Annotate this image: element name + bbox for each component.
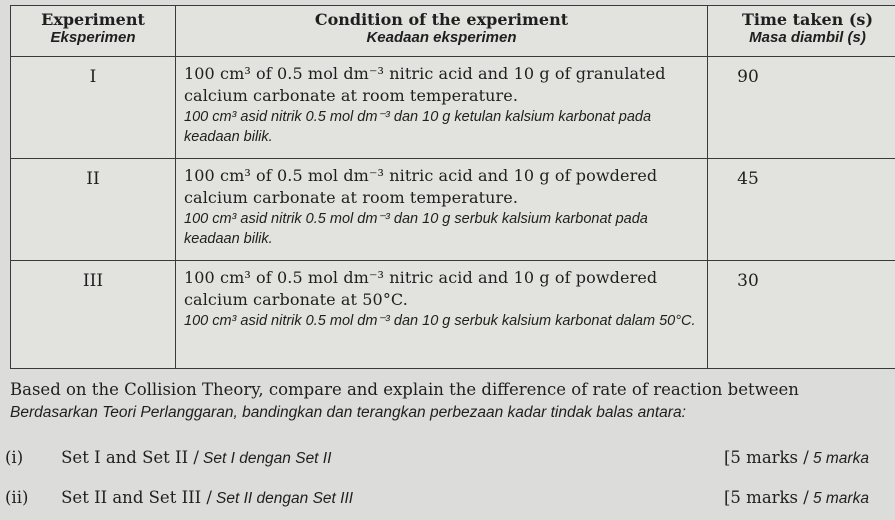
time-value: 90 bbox=[708, 57, 895, 159]
experiment-label: II bbox=[11, 159, 176, 261]
table-row bbox=[11, 159, 895, 261]
item-text-malay: Set I dengan Set II bbox=[203, 450, 332, 467]
question-english: Based on the Collision Theory, compare and explain the difference of rate of reaction between bbox=[10, 380, 799, 399]
item-text-english: Set I and Set II / bbox=[61, 448, 199, 467]
condition-cell: 100 cm³ of 0.5 mol dm⁻³ nitric acid and 10 g of powdered calcium carbonate at room temperature. 100 cm³ asid nitrik 0.5 mol dm⁻³ dan 10 g serbuk kalsium karbonat pada keadaan bilik. bbox=[176, 159, 708, 261]
header-condition: Condition of the experiment Keadaan eksperimen bbox=[176, 6, 708, 57]
item-number: (i) bbox=[5, 448, 24, 467]
item-text-english: Set II and Set III / bbox=[61, 488, 212, 507]
experiment-label: I bbox=[11, 57, 176, 159]
condition-cell: 100 cm³ of 0.5 mol dm⁻³ nitric acid and 10 g of powdered calcium carbonate at 50°C. 100 cm³ asid nitrik 0.5 mol dm⁻³ dan 10 g serbuk kalsium karbonat dalam 50°C. bbox=[176, 261, 708, 369]
experiment-label: III bbox=[11, 261, 176, 369]
time-value: 30 bbox=[708, 261, 895, 369]
experiment-table bbox=[10, 5, 895, 369]
marks-label: [5 marks / 5 marka bbox=[724, 488, 869, 507]
table-header-row bbox=[11, 6, 895, 57]
header-time: Time taken (s) Masa diambil (s) bbox=[708, 6, 895, 57]
question-malay: Berdasarkan Teori Perlanggaran, bandingkan dan terangkan perbezaan kadar tindak balas antara: bbox=[10, 404, 686, 421]
item-number: (ii) bbox=[5, 488, 29, 507]
table-row bbox=[11, 261, 895, 369]
question-item-i bbox=[5, 448, 331, 468]
table-row bbox=[11, 57, 895, 159]
question-item-ii bbox=[5, 488, 353, 508]
marks-label: [5 marks / 5 marka bbox=[724, 448, 869, 467]
header-experiment: Experiment Eksperimen bbox=[11, 6, 176, 57]
item-text-malay: Set II dengan Set III bbox=[216, 490, 354, 507]
time-value: 45 bbox=[708, 159, 895, 261]
condition-cell: 100 cm³ of 0.5 mol dm⁻³ nitric acid and 10 g of granulated calcium carbonate at room temperature. 100 cm³ asid nitrik 0.5 mol dm⁻³ dan 10 g ketulan kalsium karbonat pada keadaan bilik. bbox=[176, 57, 708, 159]
